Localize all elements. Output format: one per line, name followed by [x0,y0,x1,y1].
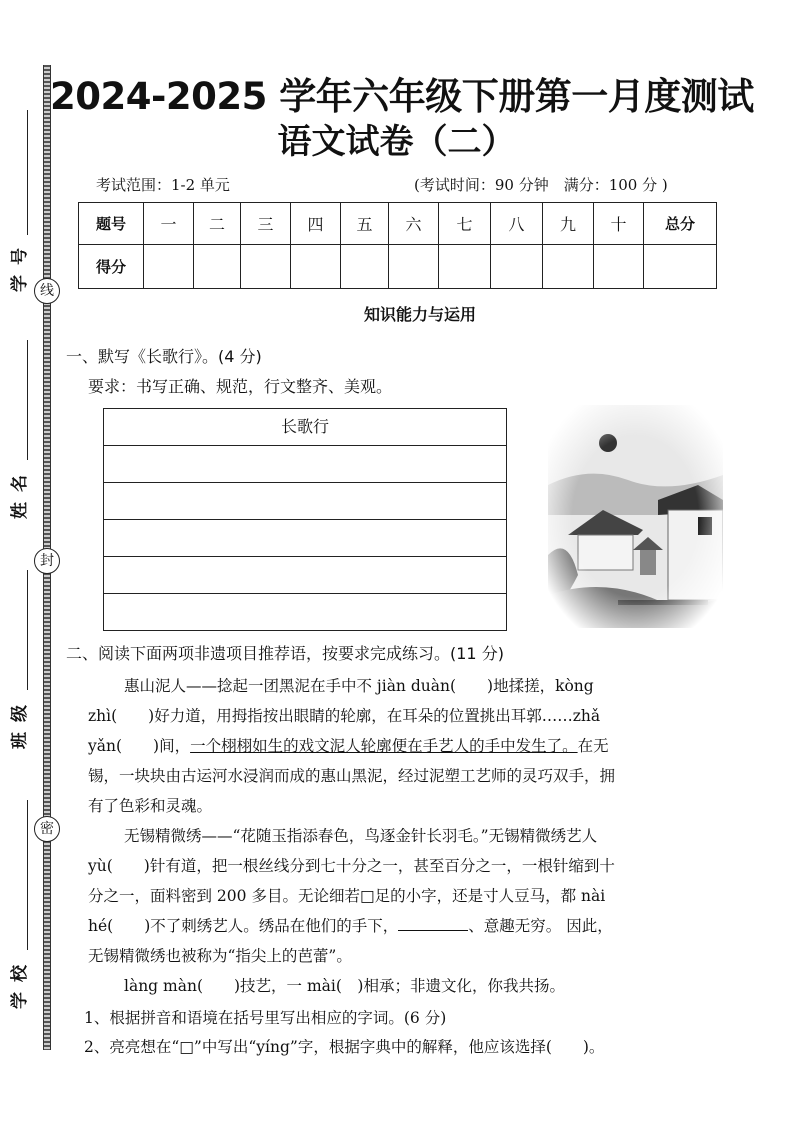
poem-writing-grid [103,408,507,631]
sub-question-1: 1、根据拼音和语境在括号里写出相应的字词。(6 分) [84,1009,447,1027]
sub-question-2: 2、亮亮想在“□”中写出“yíng”字，根据字典中的解释，他应该选择( )。 [84,1038,605,1056]
header-cell: 一 [144,203,194,245]
passage-line: yù( )针有道，把一根丝线分到七十分之一，甚至百分之一，一根针缩到十 [88,857,615,875]
passage-line: 分之一，面料密到 200 多目。无论细若□足的小字，还是寸人豆马，都 nài [88,887,606,905]
header-cell: 总分 [644,203,717,245]
writing-line[interactable] [104,557,506,594]
q2-passage [84,671,748,1062]
header-cell: 三 [241,203,291,245]
underlined-sentence: 一个栩栩如生的戏文泥人轮廓便在手艺人的手中发生了。 [190,737,578,755]
passage-text: yǎn( )间， [88,737,191,755]
passage-line: zhì( )好力道，用拇指按出眼睛的轮廓，在耳朵的位置挑出耳郭……zhǎ [88,707,601,725]
score-cell[interactable] [341,245,389,289]
header-cell: 四 [291,203,341,245]
score-label: 得分 [79,245,144,289]
seal-xian: 线 [34,278,60,304]
exam-scope: 考试范围：1-2 单元 [96,176,230,194]
passage-line: 无锡精微绣也被称为“指尖上的芭蕾”。 [88,947,352,965]
score-cell[interactable] [644,245,717,289]
score-cell[interactable] [594,245,644,289]
score-cell[interactable] [491,245,543,289]
passage-line: làng màn( )技艺，一 mài( )相承；非遗文化，你我共扬。 [124,977,565,995]
passage-line: 无锡精微绣——“花随玉指添春色，鸟逐金针长羽毛。”无锡精微绣艺人 [124,827,598,845]
poem-title: 长歌行 [104,409,506,446]
header-cell: 题号 [79,203,144,245]
score-cell[interactable] [194,245,241,289]
fill-line [27,570,28,690]
score-cell[interactable] [144,245,194,289]
score-cell[interactable] [439,245,491,289]
score-cell[interactable] [543,245,594,289]
q2-heading: 二、阅读下面两项非遗项目推荐语，按要求完成练习。(11 分) [66,644,504,663]
passage-line: 惠山泥人——捻起一团黑泥在手中不 jiàn duàn( )地揉搓，kòng [124,677,594,695]
passage-line [88,731,748,761]
q1-heading: 一、默写《长歌行》。(4 分) [66,347,262,366]
name-label: 姓名 [10,465,30,519]
passage-text: 在无 [577,737,609,755]
passage-text: 、意趣无穷。 因此， [468,917,613,935]
header-cell: 十 [594,203,644,245]
table-row [79,203,717,245]
passage-line: 有了色彩和灵魂。 [88,797,213,815]
passage-line [88,911,748,941]
header-cell: 七 [439,203,491,245]
header-cell: 五 [341,203,389,245]
fill-line [27,340,28,460]
school-label: 学校 [10,955,30,1009]
title-line1: 2024-2025 学年六年级下册第一月度测试 [50,75,754,118]
class-label: 班级 [10,695,30,749]
score-table [78,202,717,289]
passage-line: 锡，一块块由古运河水浸润而成的惠山黑泥，经过泥塑工艺师的灵巧双手，拥 [88,767,616,785]
seal-mi: 密 [34,816,60,842]
writing-line[interactable] [104,520,506,557]
header-cell: 六 [389,203,439,245]
writing-line[interactable] [104,594,506,630]
writing-line[interactable] [104,483,506,520]
header-cell: 八 [491,203,543,245]
writing-line[interactable] [104,446,506,483]
score-cell[interactable] [389,245,439,289]
table-row [79,245,717,289]
exam-time: (考试时间：90 分钟 满分：100 分 ) [414,176,668,194]
ink-landscape-image [548,405,723,628]
student-id-label: 学号 [10,238,30,292]
header-cell: 二 [194,203,241,245]
header-cell: 九 [543,203,594,245]
score-cell[interactable] [291,245,341,289]
seal-feng: 封 [34,548,60,574]
q1-requirement: 要求：书写正确、规范，行文整齐、美观。 [88,377,393,396]
section-title: 知识能力与运用 [363,305,476,324]
title-line2: 语文试卷（二） [277,122,516,162]
fill-line [27,800,28,950]
score-cell[interactable] [241,245,291,289]
passage-text: hé( )不了刺绣艺人。绣品在他们的手下， [88,917,399,935]
fill-blank[interactable] [398,916,468,931]
